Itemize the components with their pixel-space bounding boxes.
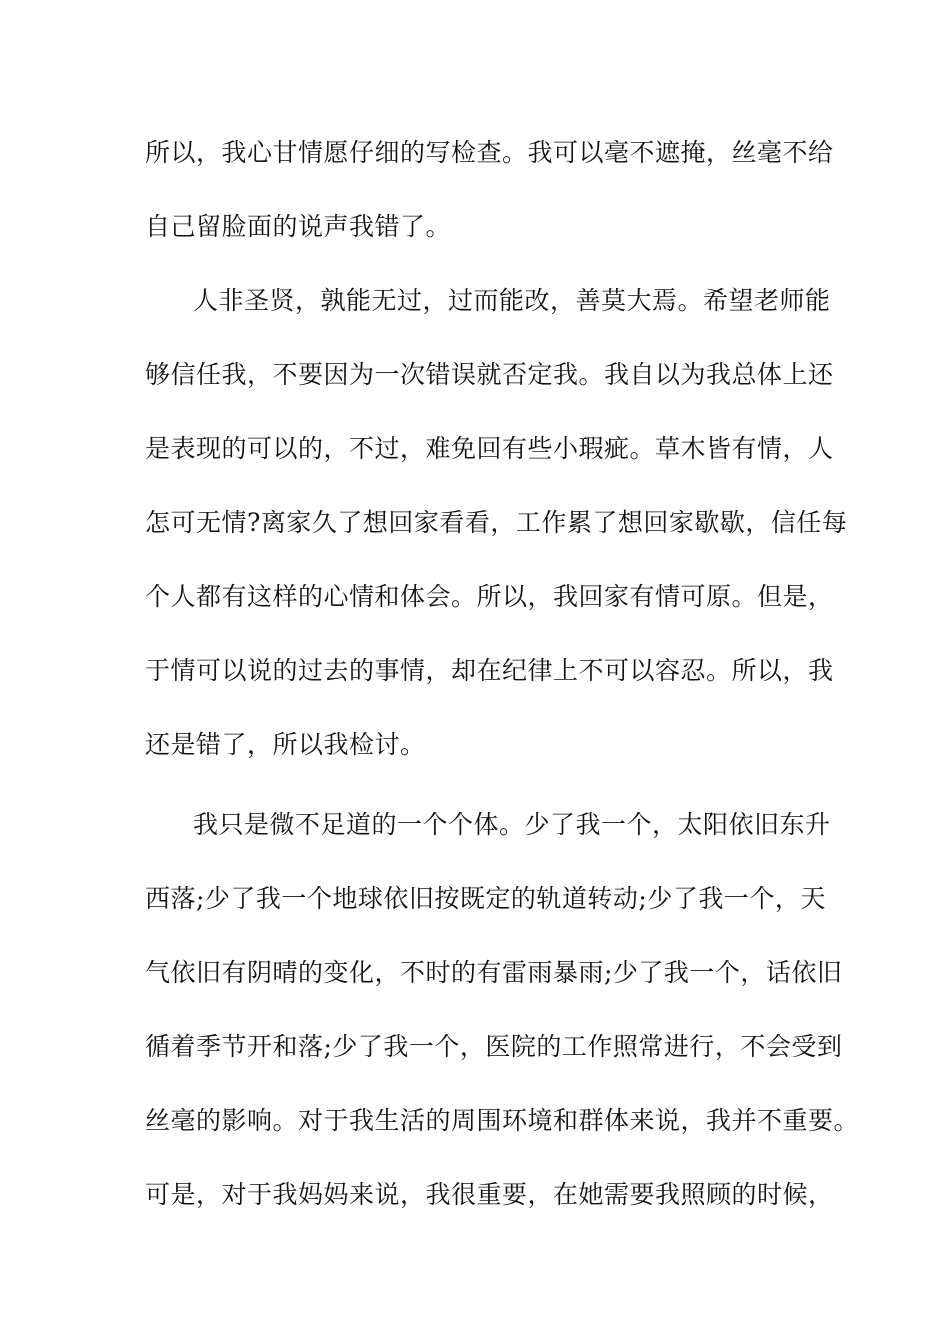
text-line: 怎可无情?离家久了想回家看看，工作累了想回家歇歇，信任每 <box>145 508 848 537</box>
text-line: 西落;少了我一个地球依旧按既定的轨道转动;少了我一个，天 <box>145 884 826 913</box>
text-line: 个人都有这样的心情和体会。所以，我回家有情可原。但是， <box>145 582 834 611</box>
text-line: 是表现的可以的，不过，难免回有些小瑕疵。草木皆有情，人 <box>145 434 834 463</box>
text-line: 丝毫的影响。对于我生活的周围环境和群体来说，我并不重要。 <box>145 1106 860 1135</box>
paragraph-first-line: 我只是微不足道的一个个体。少了我一个，太阳依旧东升 <box>193 810 831 839</box>
text-line: 可是，对于我妈妈来说，我很重要，在她需要我照顾的时候， <box>145 1180 834 1209</box>
text-line: 循着季节开和落;少了我一个，医院的工作照常进行，不会受到 <box>145 1032 843 1061</box>
text-line: 还是错了，所以我检讨。 <box>145 730 426 759</box>
text-line: 气依旧有阴晴的变化，不时的有雷雨暴雨;少了我一个，话依旧 <box>145 958 843 987</box>
text-line: 所以，我心甘情愿仔细的写检查。我可以毫不遮掩，丝毫不给 <box>145 138 834 167</box>
text-line: 够信任我，不要因为一次错误就否定我。我自以为我总体上还 <box>145 360 834 389</box>
paragraph-first-line: 人非圣贤，孰能无过，过而能改，善莫大焉。希望老师能 <box>193 286 831 315</box>
text-line: 自己留脸面的说声我错了。 <box>145 212 452 241</box>
text-line: 于情可以说的过去的事情，却在纪律上不可以容忍。所以，我 <box>145 656 834 685</box>
